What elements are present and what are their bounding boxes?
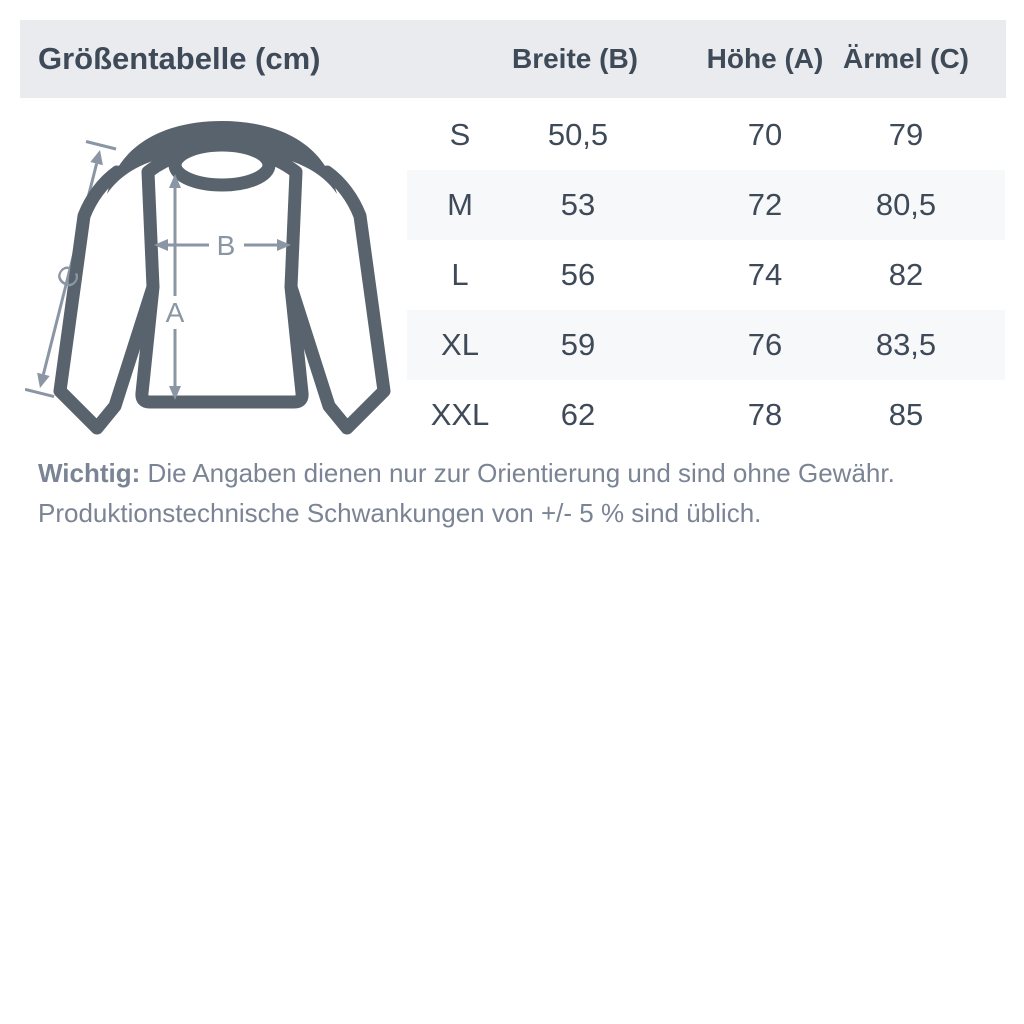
size-label: XXL xyxy=(430,397,490,432)
column-header-hoehe: Höhe (A) xyxy=(706,43,824,74)
table-row-l xyxy=(407,240,1005,310)
label-b: B xyxy=(216,230,236,261)
aermel-value: 79 xyxy=(888,117,924,152)
size-chart-header xyxy=(20,20,1006,98)
breite-value: 62 xyxy=(560,397,596,432)
size-label: XL xyxy=(441,327,479,362)
aermel-value: 85 xyxy=(888,397,924,432)
hoehe-value: 72 xyxy=(747,187,783,222)
disclaimer-note xyxy=(38,453,998,533)
size-label: L xyxy=(451,257,469,292)
hoehe-value: 74 xyxy=(747,257,783,292)
breite-value: 53 xyxy=(560,187,596,222)
sweater-collar xyxy=(175,145,269,185)
disclaimer-line-1 xyxy=(38,453,998,493)
dimension-c-arrowhead-top xyxy=(90,150,103,165)
sweater-measurement-diagram xyxy=(25,110,410,450)
aermel-value: 83,5 xyxy=(875,327,937,362)
size-label: M xyxy=(447,187,473,222)
disclaimer-label: Wichtig: xyxy=(38,458,141,488)
aermel-value: 82 xyxy=(888,257,924,292)
hoehe-value: 76 xyxy=(747,327,783,362)
table-row-xl xyxy=(407,310,1005,380)
hoehe-value: 78 xyxy=(747,397,783,432)
table-row-s xyxy=(407,100,1005,170)
page-title: Größentabelle (cm) xyxy=(38,41,321,76)
hoehe-value: 70 xyxy=(747,117,783,152)
column-header-aermel: Ärmel (C) xyxy=(842,43,970,74)
size-table xyxy=(407,100,1005,450)
size-label: S xyxy=(449,117,471,152)
breite-value: 59 xyxy=(560,327,596,362)
column-header-breite: Breite (B) xyxy=(511,43,639,74)
disclaimer-text-1: Die Angaben dienen nur zur Orientierung und sind ohne Gewähr. xyxy=(140,458,895,488)
breite-value: 56 xyxy=(560,257,596,292)
disclaimer-line-2 xyxy=(38,493,998,533)
breite-value: 50,5 xyxy=(547,117,609,152)
aermel-value: 80,5 xyxy=(875,187,937,222)
table-row-xxl xyxy=(407,380,1005,450)
label-c: C xyxy=(49,259,87,295)
disclaimer-text-2: Produktionstechnische Schwankungen von +/- 5 % sind üblich. xyxy=(38,498,762,528)
label-a: A xyxy=(165,297,185,328)
table-row-m xyxy=(407,170,1005,240)
dimension-c-arrowhead-bottom xyxy=(37,373,50,388)
